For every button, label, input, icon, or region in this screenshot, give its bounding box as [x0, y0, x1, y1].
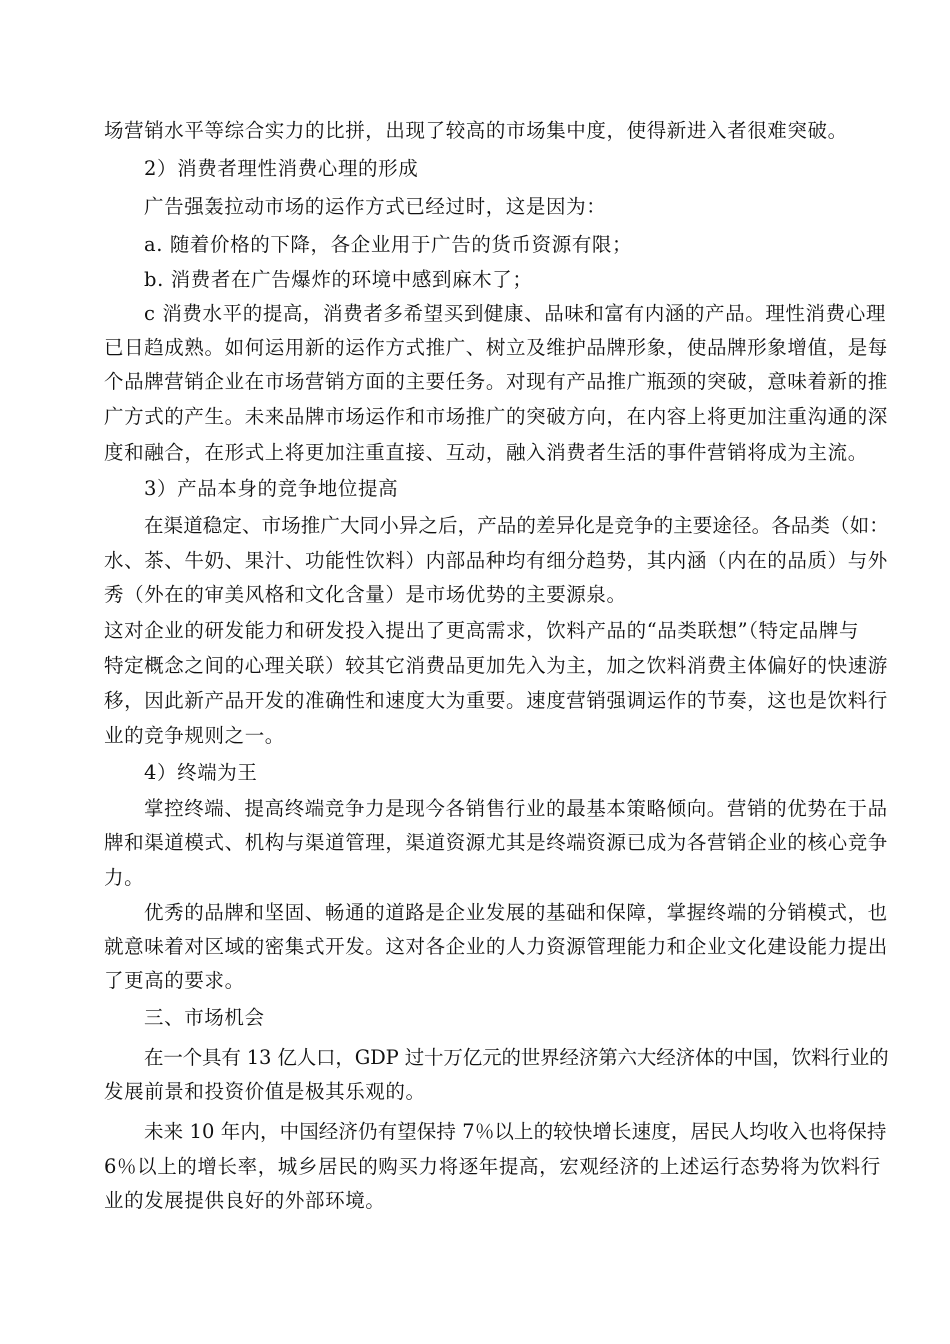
body-text-line: 未来 10 年内，中国经济仍有望保持 7％以上的较快增长速度，居民人均收入也将保持: [144, 1120, 887, 1143]
body-text-line: 特定概念之间的心理关联）较其它消费品更加先入为主，加之饮料消费主体偏好的快速游: [104, 654, 888, 677]
section-heading: 三、市场机会: [144, 1006, 265, 1029]
body-text-line: 优秀的品牌和坚固、畅通的道路是企业发展的基础和保障，掌握终端的分销模式，也: [144, 901, 888, 924]
body-text-line: 个品牌营销企业在市场营销方面的主要任务。对现有产品推广瓶颈的突破，意味着新的推: [104, 370, 888, 393]
body-text-line: 在一个具有 13 亿人口，GDP 过十万亿元的世界经济第六大经济体的中国，饮料行业的: [144, 1046, 889, 1069]
section-heading: 3）产品本身的竞争地位提高: [144, 477, 399, 500]
body-text-line: 广方式的产生。未来品牌市场运作和市场推广的突破方向，在内容上将更加注重沟通的深: [104, 405, 888, 428]
body-text-line: 水、茶、牛奶、果汁、功能性饮料）内部品种均有细分趋势，其内涵（内在的品质）与外: [104, 549, 888, 572]
body-text-line: 掌控终端、提高终端竞争力是现今各销售行业的最基本策略倾向。营销的优势在于品: [144, 797, 888, 820]
body-text-line: 秀（外在的审美风格和文化含量）是市场优势的主要源泉。: [104, 583, 627, 606]
body-text-line: 力。: [104, 866, 145, 889]
list-item: c 消费水平的提高，消费者多希望买到健康、品味和富有内涵的产品。理性消费心理: [144, 302, 886, 325]
body-text-line: 广告强轰拉动市场的运作方式已经过时，这是因为：: [144, 195, 607, 218]
body-text-line: 这对企业的研发能力和研发投入提出了更高需求，饮料产品的“品类联想”（特定品牌与: [104, 619, 860, 642]
body-text-line: 了更高的要求。: [104, 969, 245, 992]
body-text-line: 6％以上的增长率，城乡居民的购买力将逐年提高，宏观经济的上述运行态势将为饮料行: [104, 1155, 881, 1178]
section-heading: 4）终端为王: [144, 761, 258, 784]
body-text-line: 移，因此新产品开发的准确性和速度大为重要。速度营销强调运作的节奏，这也是饮料行: [104, 689, 888, 712]
list-item: a. 随着价格的下降，各企业用于广告的货币资源有限；: [144, 233, 633, 256]
body-text-line: 度和融合，在形式上将更加注重直接、互动，融入消费者生活的事件营销将成为主流。: [104, 441, 868, 464]
body-text-line: 就意味着对区域的密集式开发。这对各企业的人力资源管理能力和企业文化建设能力提出: [104, 935, 888, 958]
body-text-line: 在渠道稳定、市场推广大同小异之后，产品的差异化是竞争的主要途径。各品类（如：: [144, 514, 889, 537]
body-text-line: 业的发展提供良好的外部环境。: [104, 1189, 386, 1212]
section-heading: 2）消费者理性消费心理的形成: [144, 157, 419, 180]
body-text-line: 业的竞争规则之一。: [104, 724, 285, 747]
body-text-line: 发展前景和投资价值是极其乐观的。: [104, 1080, 426, 1103]
body-text-line: 场营销水平等综合实力的比拼，出现了较高的市场集中度，使得新进入者很难突破。: [104, 119, 848, 142]
body-text-line: 牌和渠道模式、机构与渠道管理，渠道资源尤其是终端资源已成为各营销企业的核心竞争: [104, 831, 888, 854]
list-item: b. 消费者在广告爆炸的环境中感到麻木了；: [144, 268, 533, 291]
body-text-line: 已日趋成熟。如何运用新的运作方式推广、树立及维护品牌形象，使品牌形象增值，是每: [104, 336, 888, 359]
